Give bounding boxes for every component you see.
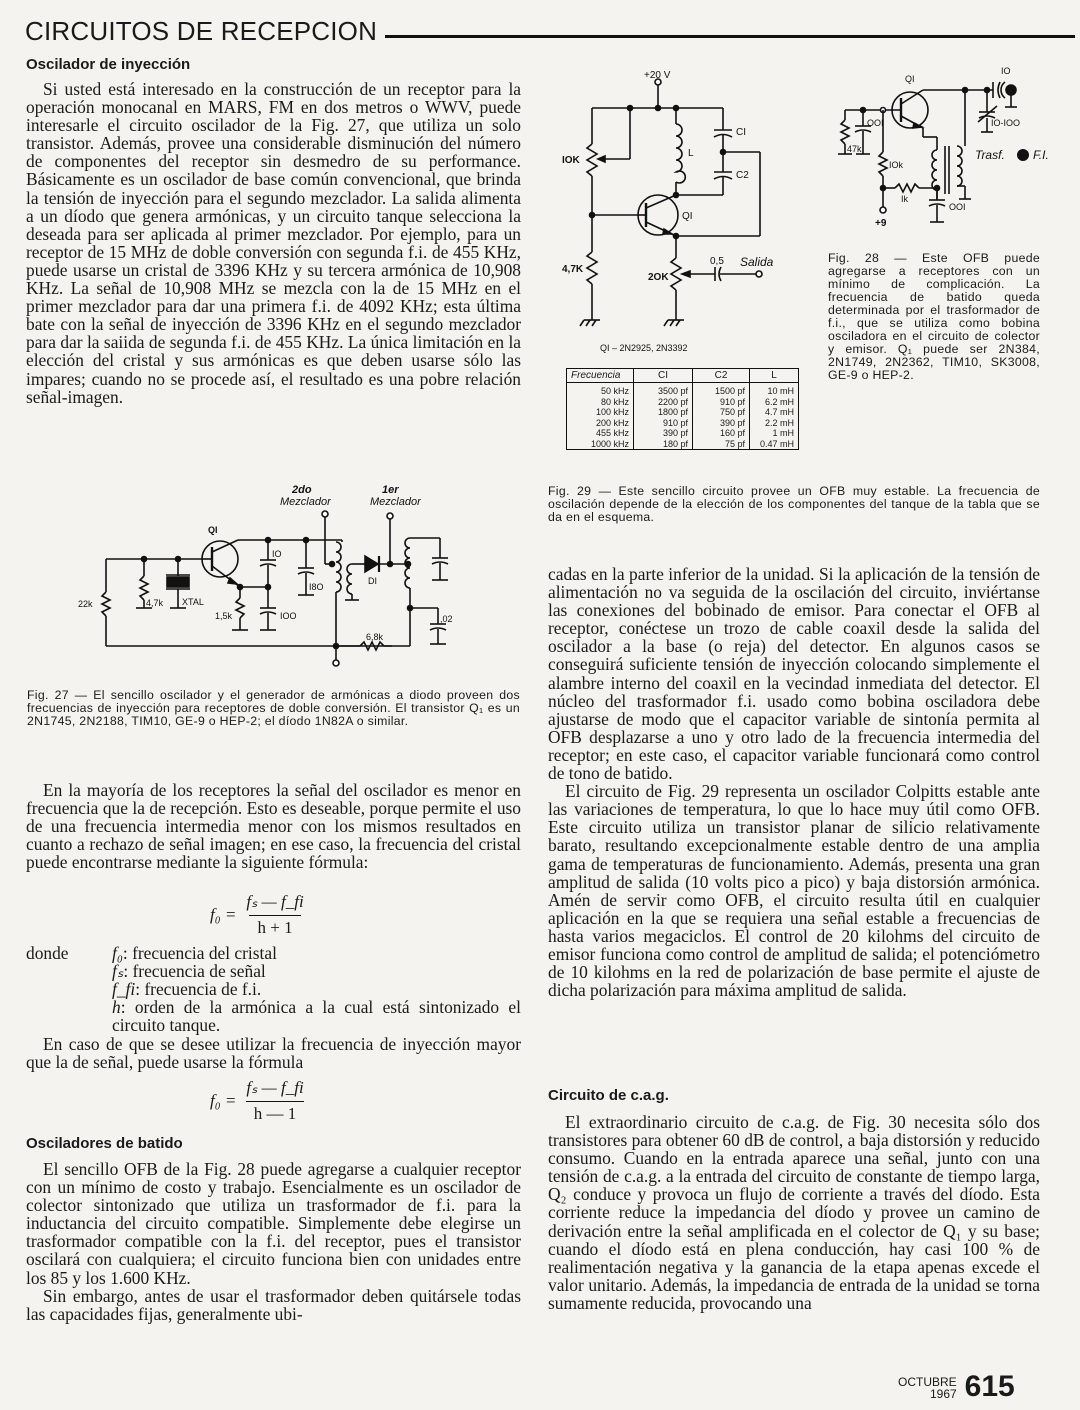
svg-text:2do: 2do — [292, 484, 312, 496]
svg-text:22k: 22k — [78, 599, 93, 609]
page-footer — [898, 1370, 1015, 1404]
svg-text:XTAL: XTAL — [182, 597, 204, 607]
formula-lhs: f₀ = — [210, 1091, 237, 1110]
svg-text:F.I.: F.I. — [1033, 148, 1049, 162]
svg-text:2OK: 2OK — [648, 272, 669, 283]
svg-text:OOI: OOI — [949, 202, 966, 212]
svg-text:I8O: I8O — [309, 582, 324, 592]
caption-label: Fig. 29 — — [548, 484, 612, 498]
paragraph-oscilador-inyeccion — [26, 80, 521, 406]
fig27-caption — [27, 689, 520, 728]
svg-text:Ik: Ik — [901, 194, 909, 204]
table-row: 200 kHz 910 pf 390 pf 2.2 mH — [567, 418, 799, 429]
svg-text:47k: 47k — [847, 144, 862, 154]
svg-text:0,5: 0,5 — [710, 256, 724, 267]
fig28-schematic — [825, 62, 1075, 237]
svg-text:IOK: IOK — [562, 155, 580, 166]
footer-year: 1967 — [929, 1387, 957, 1401]
title-rule — [385, 35, 1075, 38]
fig28-caption — [828, 252, 1040, 382]
svg-text:IO: IO — [1001, 66, 1011, 76]
paragraph-circuito-cag — [548, 1113, 1040, 1312]
svg-text:Mezclador: Mezclador — [280, 496, 331, 508]
section-heading-osciladores-batido: Osciladores de batido — [26, 1135, 183, 1152]
paragraph: En la mayoría de los receptores la señal del oscilador es menor en frecuencia que la de recepción. Esto es deseable, porque permite el uso de una frecuencia intermedia menor con los mismos resultados en cuanto a rechazo de señal imagen; en ese caso, la frecuencia del cristal puede encontrarse mediante la siguiente fórmula: — [26, 780, 521, 873]
formula-2 — [210, 1078, 308, 1124]
formula-numerator: fₛ — f_fi — [246, 892, 304, 911]
footer-month: OCTUBRE — [898, 1375, 957, 1389]
formula-denominator: h + 1 — [249, 915, 300, 938]
table-row: 50 kHz 3500 pf 1500 pf 10 mH — [567, 383, 799, 397]
svg-text:IO-IOO: IO-IOO — [991, 118, 1020, 128]
svg-text:+9: +9 — [875, 218, 887, 229]
paragraph-frecuencia-cristal — [26, 781, 521, 871]
table-header: L — [750, 369, 799, 383]
fig29-schematic — [560, 62, 820, 362]
fig29-caption — [548, 485, 1040, 524]
paragraph-inyeccion-mayor — [26, 1035, 521, 1071]
svg-text:+20 V: +20 V — [644, 70, 671, 81]
table-row: 455 kHz 390 pf 160 pf 1 mH — [567, 428, 799, 439]
page-title: CIRCUITOS DE RECEPCION — [25, 16, 378, 46]
svg-text:QI: QI — [905, 74, 915, 84]
page-number: 615 — [964, 1370, 1015, 1403]
fig29-component-table — [566, 368, 799, 450]
svg-text:OOI: OOI — [867, 118, 884, 128]
caption-text: Este sencillo circuito provee un OFB muy estable. La frecuencia de oscilación depende de la elección de los componentes del tanque de la tabla que se da en el esquema. — [548, 484, 1041, 524]
svg-text:4,7k: 4,7k — [146, 598, 164, 608]
svg-text:,02: ,02 — [440, 614, 453, 624]
svg-text:QI – 2N2925, 2N3392: QI – 2N2925, 2N3392 — [600, 343, 688, 353]
svg-text:IOO: IOO — [280, 611, 297, 621]
svg-text:1,5k: 1,5k — [215, 611, 233, 621]
paragraph: El circuito de Fig. 29 representa un oscilador Colpitts estable ante las variaciones de temperatura, lo que lo hace muy útil como OFB. Este circuito utiliza un transistor planar de silicio relativamente barato, resultando excepcionalmente estable dentro de una amplia gama de temperaturas de funcionamiento. Además, presenta una gran amplitud de salida (10 volts pico a pico) y baja distorsión armónica. Amén de servir como OFB, el circuito resulta útil en cualquier aplicación en la que se requiera una señal estable a frecuencias de hasta varios megaciclos. El control de 20 kilohms del circuito de emisor funciona como control de amplitud de salida; el potenciómetro de 10 kilohms en la red de polarización de base permite el ajuste de dicha polarización para máxima amplitud de salida. — [548, 781, 1040, 1001]
formula-lhs: f₀ = — [210, 905, 237, 924]
svg-text:QI: QI — [682, 211, 693, 222]
caption-label: Fig. 28 — — [828, 251, 907, 265]
svg-text:Trasf.: Trasf. — [975, 148, 1005, 162]
formula-numerator: fₛ — f_fi — [246, 1078, 304, 1097]
formula-1 — [210, 892, 308, 938]
svg-text:4,7K: 4,7K — [562, 264, 584, 275]
svg-text:Mezclador: Mezclador — [370, 496, 421, 508]
paragraph: El sencillo OFB de la Fig. 28 puede agregarse a cualquier receptor con un mínimo de costo y trabajo. Esencialmente es un oscilador de colector sintonizado que utiliza un trasformador de f.i. para la inductancia del circuito compatible. Simplemente debe elegirse un trasformador compatible con la f.i. del receptor, pues el transistor oscilará con cualquiera; el circuito funciona bien con unidades entre los 85 y los 1.600 KHz. — [26, 1159, 521, 1288]
table-row: 100 kHz 1800 pf 750 pf 4.7 mH — [567, 407, 799, 418]
svg-text:IO: IO — [272, 549, 282, 559]
table-header: CI — [634, 369, 693, 383]
page-header — [25, 12, 1075, 46]
fig27-schematic — [60, 480, 540, 675]
svg-text:C2: C2 — [736, 170, 749, 181]
table-header: Frecuencia — [567, 369, 634, 383]
table-row: 1000 kHz 180 pf 75 pf 0.47 mH — [567, 439, 799, 450]
paragraph: En caso de que se desee utilizar la frecuencia de inyección mayor que la de señal, puede usarse la fórmula — [26, 1034, 521, 1073]
table-header: C2 — [693, 369, 750, 383]
table-row: 80 kHz 2200 pf 910 pf 6.2 mH — [567, 397, 799, 408]
caption-text: El sencillo oscilador y el generador de armónicas a diodo proveen dos frecuencias de inyección para receptores de doble conversión. El transistor Q₁ es un 2N1745, 2N2188, TIM10, GE-9 o HEP-2; el díodo 1N82A o similar. — [27, 688, 521, 728]
paragraph: Sin embargo, antes de usar el trasformador deben quitársele todas las capacidades fijas, generalmente ubi- — [26, 1285, 521, 1324]
svg-text:IOk: IOk — [889, 160, 904, 170]
section-heading-oscilador-inyeccion: Oscilador de inyección — [26, 56, 191, 73]
svg-text:QI: QI — [208, 525, 218, 535]
svg-text:Salida: Salida — [740, 255, 774, 269]
paragraph-ofb-continuacion — [548, 565, 1040, 999]
formula-definitions: donde f₀: frecuencia del cristal fₛ: frecuencia de señal f_fi: frecuencia de f.i. h: orden de la armónica a la cual está sintonizado el circuito tanque. — [26, 943, 521, 1036]
svg-text:CI: CI — [736, 127, 746, 138]
svg-text:6,8k: 6,8k — [366, 632, 384, 642]
caption-text: Este OFB puede agregarse a receptores con un mínimo de complicación. La frecuencia de batido queda determinada por el trasformador de f.i., que se utiliza como bobina osciladora en el circuito de colector y emisor. Q₁ puede ser 2N384, 2N1749, 2N2362, TIM10, SK3008, GE-9 o HEP-2. — [828, 251, 1040, 382]
paragraph: Si usted está interesado en la construcción de un receptor para la operación monocanal en MARS, FM en dos metros o WWV, puede interesarle el circuito oscilador de la Fig. 27, que utiliza un solo transistor. Además, provee una considerable disminución del número de componentes del receptor sin desmedro de su performance. Básicamente es un oscilador de base común convencional, que brinda la tensión de inyección para el segundo mezclador. La salida alimenta a un díodo que genera armónicas, y un circuito tanque selecciona la deseada para ser aplicada al primer mezclador. Por ejemplo, para un receptor de 15 MHz de doble conversión con segunda f.i. de 455 KHz, puede usarse un cristal de 3396 KHz y su tercera armónica de 10,908 KHz. La señal de 10,908 MHz se mezcla con la de 15 MHz en el primer mezclador para dar una primera f.i. de 4092 KHz; esta última bate con la señal de inyección de 3396 KHz en el segundo mezclador para dar la saiida de segunda f.i. de 455 KHz. La única limitación en la elección del cristal y sus armónicas es que deben usarse sólo las impares; cuando no se procede así, el resultado es una pobre relación señal-imagen. — [26, 79, 521, 407]
paragraph: cadas en la parte inferior de la unidad. Si la aplicación de la tensión de alimentación no va seguida de la oscilación del circuito, inviértanse las conexiones del bobinado de emisor. Para conectar el OFB al receptor, conéctese un trozo de cable coaxil desde la salida del oscilador a la base (o reja) del detector. En algunos casos se conseguirá suficiente tensión de inyección colocando simplemente el alambre interno del coaxil en la vecindad inmediata del detector. El núcleo del trasformador f.i. usado como bobina osciladora debe ajustarse de modo que el capacitor variable de sintonía permita al OFB desplazarse a uno y otro lado de la frecuencia intermedia del receptor; en este caso, el capacitor variable funcionará como control de tono de batido. — [548, 564, 1040, 784]
section-heading-circuito-cag: Circuito de c.a.g. — [548, 1087, 669, 1104]
defs-label: donde — [26, 943, 69, 963]
paragraph-osciladores-batido — [26, 1160, 521, 1323]
formula-denominator: h — 1 — [246, 1101, 305, 1124]
paragraph: El extraordinario circuito de c.a.g. de Fig. 30 necesita sólo dos transistores para obtener 60 dB de control, a baja distorsión y reducido consumo. Cuando en la entrada aparece una señal, junto con una tensión de c.a.g. a la entrada del circuito de constante de tiempo larga, Q₂ conduce y provoca un flujo de corriente a través del díodo. Esta corriente reduce la impedancia del díodo y provee un camino de derivación entre la señal amplificada en el colector de Q₁ y su base; cuando el díodo está en plena conducción, hay casi 100 % de realimentación negativa y la ganancia de la etapa apenas excede el valor unitario. Además, la impedancia de entrada de la unidad se torna sumamente reducida, provocando una — [548, 1112, 1040, 1313]
caption-label: Fig. 27 — — [27, 688, 88, 702]
svg-text:DI: DI — [368, 576, 377, 586]
svg-text:1er: 1er — [382, 484, 399, 496]
svg-text:L: L — [688, 148, 694, 159]
